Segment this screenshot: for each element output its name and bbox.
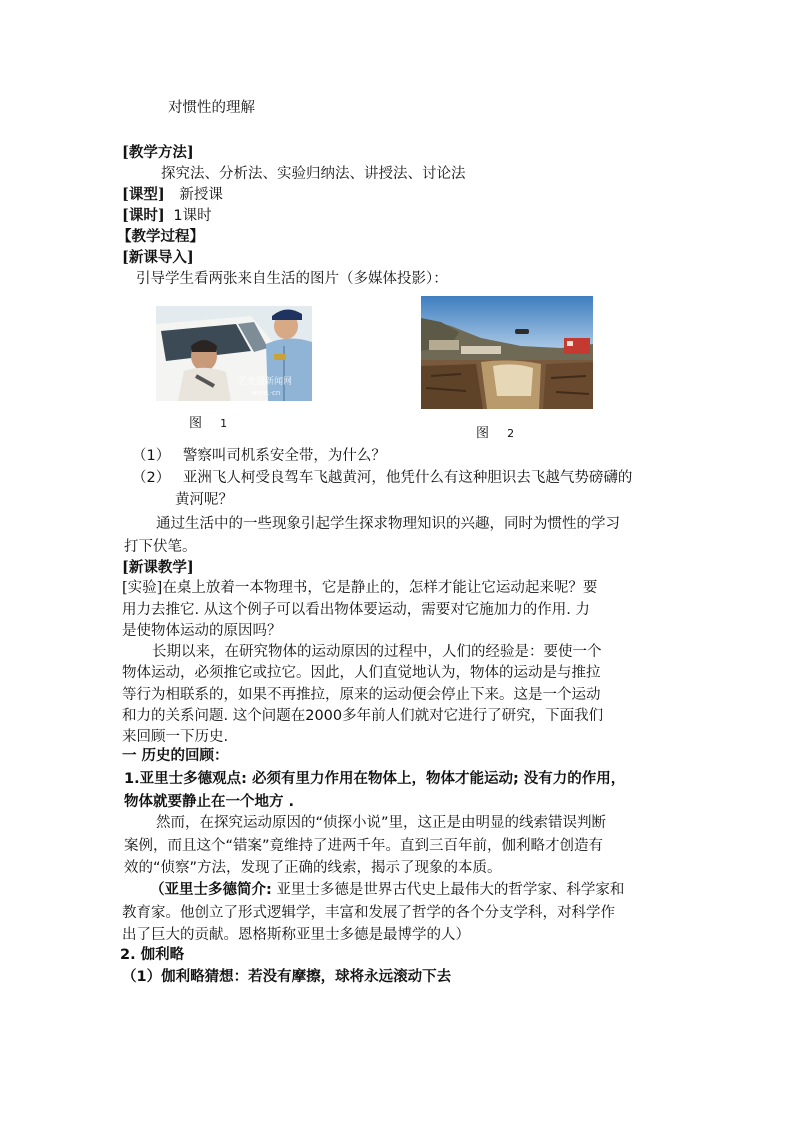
- detective-line-1: 然而，在探究运动原因的“侦探小说”里，这正是由明显的线索错误判断: [156, 815, 607, 831]
- history-para-line-1: 长期以来，在研究物体的运动原因的过程中，人们的经验是：要使一个: [152, 644, 602, 660]
- figure-2-caption: 图 2: [476, 426, 515, 441]
- intro-text: 引导学生看两张来自生活的图片（多媒体投影）：: [136, 271, 448, 287]
- lesson-hours-row: [122, 206, 212, 226]
- experiment-label: [实验]: [122, 580, 163, 596]
- galileo-heading: 2. 伽利略: [120, 947, 185, 963]
- question-2-cont: 黄河呢？: [175, 492, 233, 508]
- aristotle-bio-line-3: 出了巨大的贡献。恩格斯称亚里士多德是最博学的人）: [122, 927, 470, 943]
- figure-1-caption: 图 1: [189, 416, 228, 431]
- lesson-hours-value: 1课时: [173, 208, 212, 224]
- history-para-line-4: 和力的关系问题. 这个问题在2000多年前人们就对它进行了研究，下面我们: [122, 708, 604, 724]
- question-1: [132, 446, 386, 466]
- experiment-line-3: 是使物体运动的原因吗？: [122, 623, 282, 639]
- question-1-number: （1）: [132, 448, 171, 464]
- question-2: [132, 468, 632, 488]
- police-car-image: [156, 306, 312, 401]
- history-para-line-2: 物体运动，必须推它或拉它。因此，人们直觉地认为，物体的运动是与推拉: [122, 665, 601, 681]
- lesson-type-row: [122, 185, 223, 205]
- question-2-number: （2）: [132, 470, 171, 486]
- aristotle-view-line-2: 物体就要静止在一个地方 .: [124, 794, 295, 810]
- purpose-line-1: 通过生活中的一些现象引起学生探求物理知识的兴趣，同时为惯性的学习: [156, 516, 620, 532]
- lesson-topic: 对惯性的理解: [168, 100, 255, 116]
- method-list: 探究法、分析法、实验归纳法、讲授法、讨论法: [161, 166, 466, 182]
- question-1-text: 警察叫司机系安全带，为什么？: [182, 448, 386, 464]
- detective-line-2: 案例，而且这个“错案”竟维持了进两千年。直到三百年前，伽利略才创造有: [124, 838, 604, 854]
- aristotle-bio-line-2: 教育家。他创立了形式逻辑学，丰富和发展了哲学的各个分支学科，对科学作: [122, 905, 615, 921]
- process-heading: 【教学过程】: [117, 229, 204, 245]
- lesson-hours-label: [课时]: [122, 207, 165, 224]
- yellow-river-jump-image: [421, 296, 593, 409]
- aristotle-bio-line-1: （亚里士多德简介: 亚里士多德是世界古代史上最伟大的哲学家、科学家和: [150, 882, 625, 898]
- experiment-line-1: [实验]在桌上放着一本物理书，它是静止的，怎样才能让它运动起来呢？要: [122, 580, 598, 596]
- detective-line-3: 效的“侦察”方法，发现了正确的线索，揭示了现象的本质。: [124, 860, 502, 876]
- teach-heading: [新课教学]: [122, 559, 194, 576]
- aristotle-view-line-1: 1.亚里士多德观点: 必须有里力作用在物体上，物体才能运动; 没有力的作用，: [124, 771, 626, 787]
- svg-text:www.·cn: www.·cn: [251, 389, 281, 397]
- history-para-line-5: 来回顾一下历史.: [122, 729, 229, 745]
- purpose-line-2: 打下伏笔。: [124, 539, 197, 555]
- galileo-guess: （1）伽利略猜想：若没有摩擦，球将永远滚动下去: [122, 969, 452, 985]
- lesson-type-label: [课型]: [122, 186, 165, 203]
- history-para-line-3: 等行为相联系的，如果不再推拉，原来的运动便会停止下来。这是一个运动: [122, 687, 601, 703]
- experiment-line-2: 用力去推它. 从这个例子可以看出物体要运动，需要对它施加力的作用. 力: [122, 602, 590, 618]
- figure-1-photo: [156, 306, 312, 401]
- figure-2-photo: [421, 296, 593, 409]
- method-heading: [教学方法]: [122, 144, 194, 161]
- question-2-text: 亚洲飞人柯受良驾车飞越黄河，他凭什么有这种胆识去飞越气势磅礴的: [182, 470, 633, 486]
- lesson-type-value: 新授课: [179, 187, 223, 203]
- image-watermark: 艺龙原新闻网: [238, 377, 293, 387]
- intro-heading: [新课导入]: [122, 249, 194, 266]
- history-heading: 一 历史的回顾：: [122, 748, 229, 764]
- aristotle-bio-label: （亚里士多德简介:: [150, 882, 272, 898]
